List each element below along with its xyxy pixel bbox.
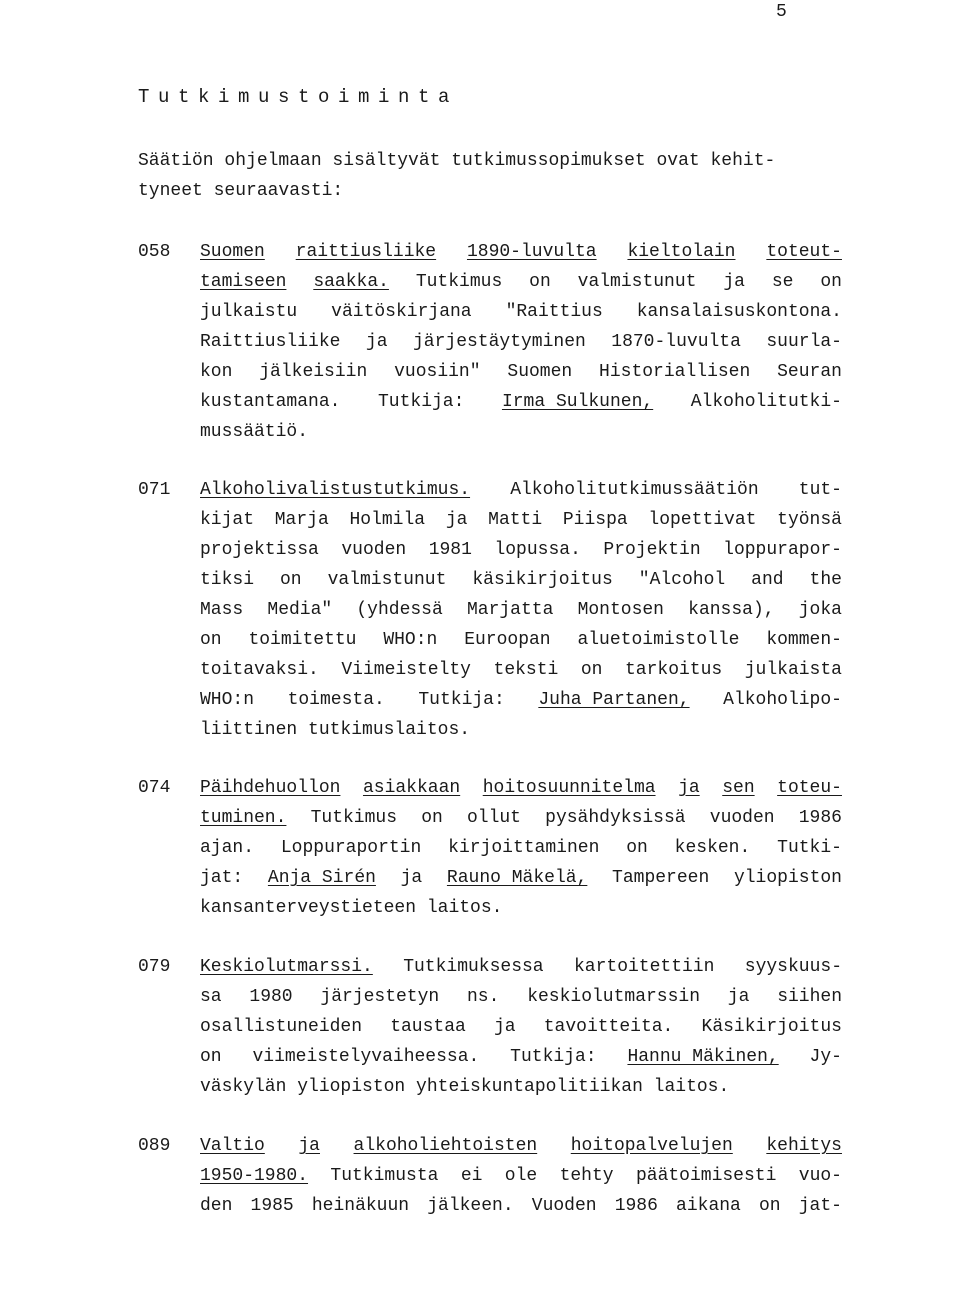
word: ja [445,510,468,530]
word: kijat [200,510,255,530]
word: on [580,660,603,680]
word: liittinen tutkimuslaitos. [200,720,471,740]
word: WHO:n [200,690,255,710]
word: ja [298,1136,320,1156]
word: Loppuraportin [280,838,422,858]
text-line [200,387,842,417]
text-line [200,1042,842,1072]
text-line [200,685,842,715]
word: Seuran [777,362,842,382]
word: ole [504,1166,538,1186]
word: vuoden [709,808,775,828]
word: ja [493,1017,516,1037]
word: 1890-luvulta [466,242,597,262]
word: ja [400,868,423,888]
section-heading: Tutkimustoiminta [138,86,459,108]
word: joka [798,600,842,620]
text-line [200,1012,842,1042]
text-line [200,267,842,297]
entry-text [200,237,842,447]
word: den [200,1196,233,1216]
word: Tutki- [777,838,842,858]
word: toimitettu [248,630,357,650]
word: kanssa), [688,600,775,620]
text-line [200,655,842,685]
entry-text [200,773,842,923]
word: julkaista [744,660,842,680]
word: and [751,570,784,590]
word: Rauno Mäkelä, [446,868,588,888]
word: jat: [200,868,244,888]
text-line [200,475,842,505]
word: Matti [488,510,543,530]
word: saakka. [313,272,389,292]
word: kansanterveystieteen laitos. [200,898,503,918]
intro-paragraph [138,146,844,206]
word: on [758,1196,781,1216]
word: on [421,808,443,828]
word: suurla- [766,332,842,352]
word: heinäkuun [311,1196,410,1216]
word: tut- [798,480,842,500]
word: osallistuneiden [200,1017,363,1037]
word: Media" [267,600,333,620]
word: hoitopalvelujen [570,1136,733,1156]
word: tuminen. [200,808,287,828]
word: Viimeistelty [341,660,471,680]
word: keskiolutmarssin [527,987,701,1007]
word: Projektin [603,540,701,560]
word: Valtio [200,1136,265,1156]
word: aluetoimistolle [577,630,740,650]
word: syyskuus- [744,957,842,977]
word: Holmila [349,510,426,530]
word: ja [678,778,700,798]
project-code: 074 [138,778,171,798]
word: sen [722,778,755,798]
text-line [200,773,842,803]
word: Anja Sirén [267,868,376,888]
word: the [809,570,842,590]
word: päätoimisesti [635,1166,777,1186]
word: (yhdessä [356,600,443,620]
word: 1986 [614,1196,658,1216]
word: toteut- [766,242,842,262]
word: raittiusliike [295,242,437,262]
word: väskylän yliopiston yhteiskuntapolitiikan laitos. [200,1077,730,1097]
text-line [200,1131,842,1161]
word: Tutkimuksessa [403,957,544,977]
word: Raittiusliike [200,332,341,352]
word: vuoden [341,540,407,560]
word: Tutkimusta [330,1166,439,1186]
word: kesken. [674,838,751,858]
word: kon [200,362,233,382]
word: Irma Sulkunen, [501,392,654,412]
word: viimeistelyvaiheessa. [252,1047,480,1067]
text-line [200,237,842,267]
word: se [771,272,794,292]
word: ajan. [200,838,255,858]
word: ollut [466,808,521,828]
word: Alkoholitutki- [690,392,842,412]
word: Historiallisen [599,362,751,382]
text-line [200,1161,842,1191]
word: 1985 [250,1196,294,1216]
word: tehty [559,1166,614,1186]
word: toitavaksi. [200,660,319,680]
word: Jy- [809,1047,842,1067]
word: projektissa [200,540,319,560]
word: valmistunut [577,272,697,292]
word: Tutkija: [418,690,505,710]
word: Keskiolutmarssi. [200,957,373,977]
text-line [200,535,842,565]
word: kartoitettiin [573,957,715,977]
word: asiakkaan [362,778,461,798]
word: Päihdehuollon [200,778,341,798]
word: jat- [798,1196,842,1216]
word: työnsä [777,510,842,530]
entry-text [200,475,842,745]
project-code: 058 [138,242,171,262]
word: ja [727,987,750,1007]
word: on [626,838,648,858]
word: "Alcohol [638,570,726,590]
text-line [200,327,842,357]
text-line [200,715,842,745]
word: taustaa [390,1017,466,1037]
text-line [200,952,842,982]
word: Alkoholitutkimussäätiön [510,480,759,500]
entry-text [200,1131,842,1221]
word: toimesta. [287,690,385,710]
word: väitöskirjana [331,302,472,322]
text-line [200,565,842,595]
word: Alkoholipo- [723,690,842,710]
word: pysähdyksissä [545,808,686,828]
text-line [200,833,842,863]
word: sa [200,987,222,1007]
word: Vuoden [531,1196,597,1216]
word: 1870-luvulta [611,332,741,352]
word: kieltolain [627,242,736,262]
project-code: 089 [138,1136,171,1156]
word: kustantamana. [200,392,341,412]
text-line [200,1072,842,1102]
word: kehitys [766,1136,842,1156]
word: mussäätiö. [200,422,309,442]
word: ja [723,272,745,292]
page-number: 5 [776,2,787,22]
word: 1986 [798,808,842,828]
word: yliopiston [733,868,842,888]
intro-line: Säätiön ohjelmaan sisältyvät tutkimussopimukset ovat kehit- [138,151,776,171]
word: Käsikirjoitus [701,1017,842,1037]
word: tavoitteita. [543,1017,674,1037]
word: toteu- [777,778,842,798]
project-code: 071 [138,480,171,500]
word: on [200,630,222,650]
word: Piispa [562,510,628,530]
word: julkaistu [200,302,298,322]
text-line [200,357,842,387]
word: tamiseen [200,272,287,292]
word: Tampereen [612,868,710,888]
word: Marjatta [466,600,554,620]
text-line [200,893,842,923]
word: Tutkimus [310,808,398,828]
word: on [200,1047,222,1067]
word: Montosen [577,600,664,620]
word: ei [460,1166,483,1186]
word: kansalaisuskontona. [636,302,842,322]
word: ja [365,332,388,352]
word: alkoholiehtoisten [353,1136,538,1156]
word: Tutkija: [510,1047,597,1067]
word: kirjoittaminen [448,838,600,858]
word: käsikirjoitus [472,570,613,590]
word: on [529,272,551,292]
text-line [200,1191,842,1221]
word: Juha Partanen, [538,690,690,710]
word: siihen [777,987,842,1007]
word: on [279,570,302,590]
word: loppurapor- [723,540,842,560]
text-line [200,982,842,1012]
word: Alkoholivalistustutkimus. [200,480,471,500]
word: on [820,272,842,292]
word: järjestetyn [320,987,440,1007]
text-line [200,863,842,893]
word: tarkoitus [625,660,723,680]
word: tiksi [200,570,255,590]
word: Tutkija: [377,392,465,412]
word: vuosiin" [394,362,481,382]
word: Marja [274,510,329,530]
word: hoitosuunnitelma [482,778,656,798]
word: teksti [493,660,559,680]
word: ns. [467,987,500,1007]
word: Suomen [200,242,265,262]
word: Mass [200,600,244,620]
word: "Raittius [505,302,603,322]
word: 1981 [428,540,472,560]
intro-line: tyneet seuraavasti: [138,181,344,201]
text-line [200,625,842,655]
project-code: 079 [138,957,171,977]
word: Tutkimus [415,272,503,292]
word: jälkeen. [427,1196,514,1216]
word: 1950-1980. [200,1166,309,1186]
text-line [200,803,842,833]
text-line [200,505,842,535]
word: vuo- [798,1166,842,1186]
word: WHO:n [383,630,438,650]
word: 1980 [249,987,293,1007]
word: jälkeisiin [259,362,368,382]
word: Euroopan [464,630,551,650]
text-line [200,297,842,327]
text-line [200,595,842,625]
word: järjestäytyminen [412,332,586,352]
word: valmistunut [327,570,447,590]
word: aikana [676,1196,741,1216]
word: Hannu Mäkinen, [627,1047,779,1067]
word: Suomen [507,362,573,382]
text-line [200,417,842,447]
word: lopettivat [648,510,757,530]
word: kommen- [766,630,842,650]
entry-text [200,952,842,1102]
word: lopussa. [494,540,581,560]
